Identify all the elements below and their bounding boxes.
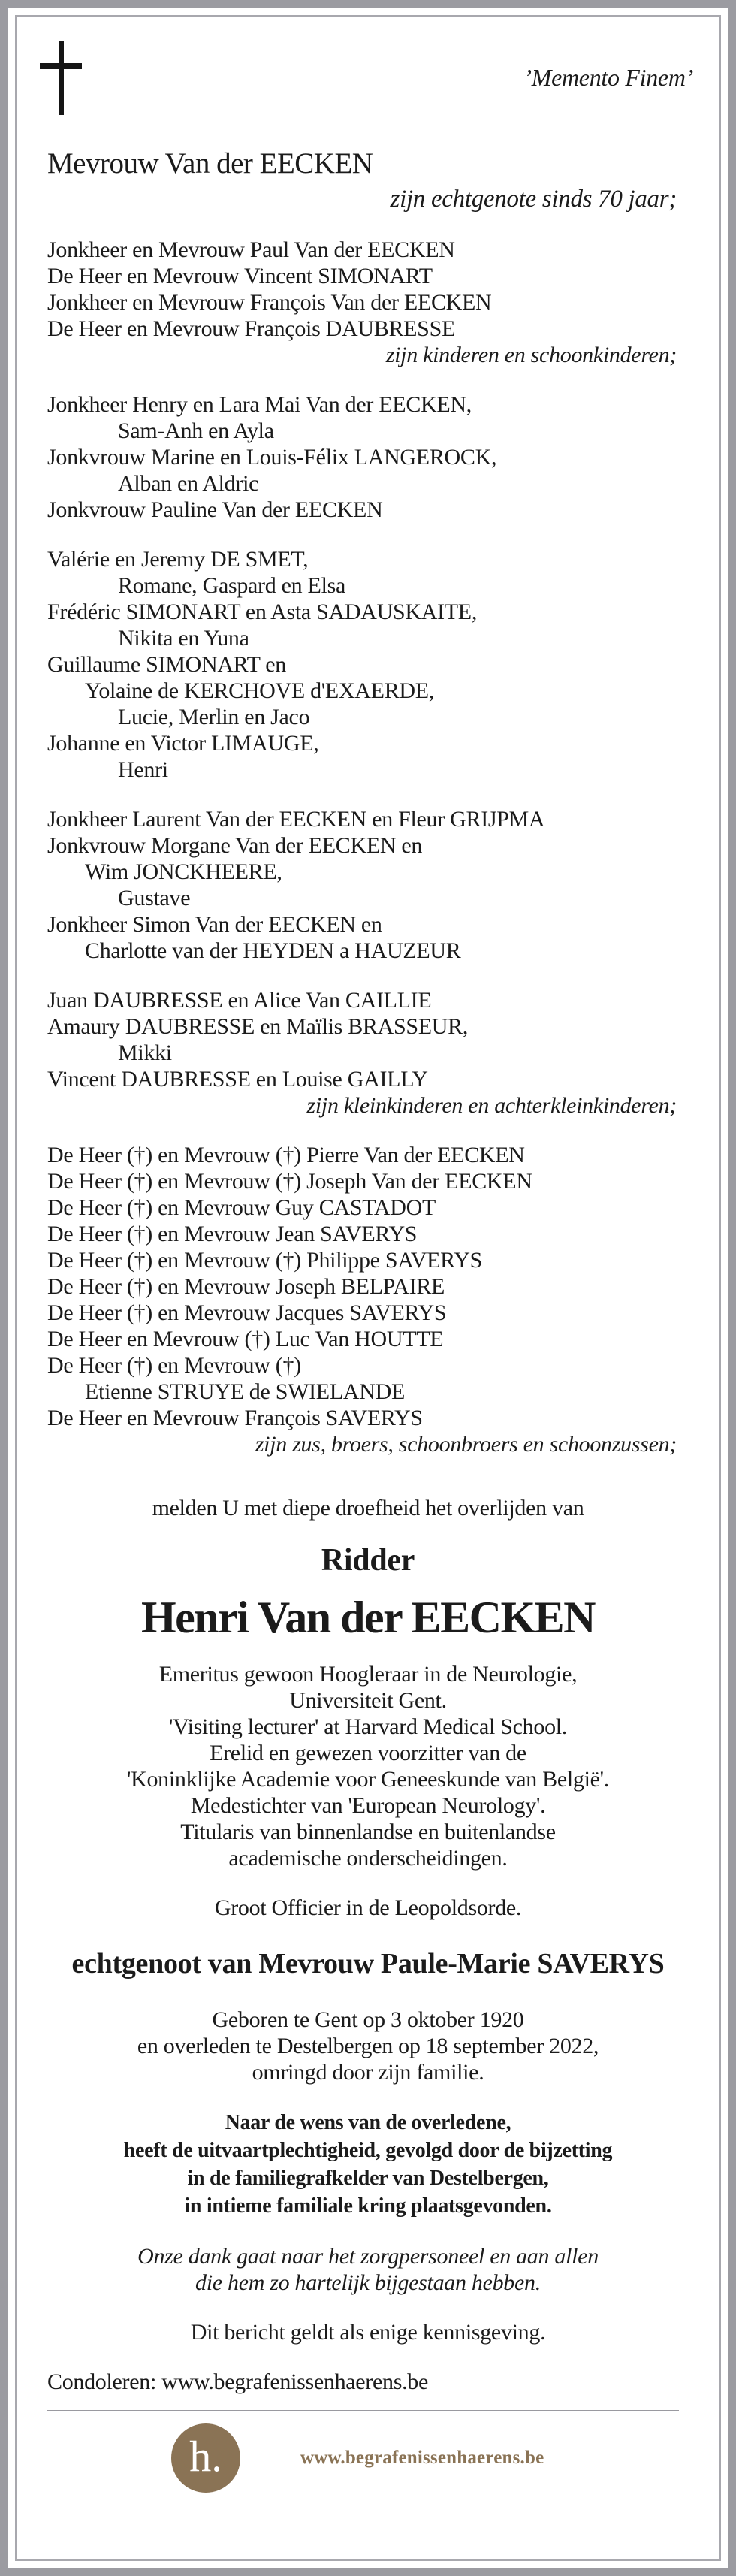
spacer — [47, 1457, 689, 1495]
text-line: Jonkheer Simon Van der EECKEN en — [47, 912, 382, 937]
footer-divider — [47, 2410, 679, 2411]
text-line: Titularis van binnenlandse en buitenlandse — [180, 1820, 556, 1844]
funeral-home-url: www.begrafenissenhaerens.be — [300, 2448, 544, 2468]
text-line: Erelid en gewezen voorzitter van de — [210, 1741, 526, 1765]
spacer — [47, 1871, 689, 1895]
widow-relation: zijn echtgenote sinds 70 jaar; — [390, 186, 677, 213]
text-line: Lucie, Merlin en Jaco — [118, 705, 310, 729]
text-line: Dit bericht geldt als enige kennisgeving. — [190, 2320, 546, 2345]
text-line: Jonkheer Laurent Van der EECKEN en Fleur GRIJPMA — [47, 807, 545, 832]
text-line: Jonkheer en Mevrouw François Van der EECKEN — [47, 290, 492, 315]
cross-icon — [40, 41, 82, 115]
text-line: Sam-Anh en Ayla — [118, 418, 274, 443]
spacer — [47, 523, 689, 546]
text-line: Amaury DAUBRESSE en Maïlis BRASSEUR, — [47, 1014, 469, 1039]
text-line: Alban en Aldric — [118, 471, 259, 496]
family-and-text-lines — [47, 237, 689, 2369]
text-line: academische onderscheidingen. — [228, 1846, 508, 1871]
text-line: Nikita en Yuna — [118, 626, 249, 651]
condolence-line: Condoleren: www.begrafenissenhaerens.be — [47, 2369, 429, 2394]
text-line: Vincent DAUBRESSE en Louise GAILLY — [47, 1067, 428, 1092]
text-line: Frédéric SIMONART en Asta SADAUSKAITE, — [47, 599, 478, 624]
text-line: omringd door zijn familie. — [252, 2060, 484, 2085]
text-line: De Heer (†) en Mevrouw (†) Joseph Van der EECKEN — [47, 1169, 532, 1194]
spacer — [47, 1119, 689, 1142]
text-line: De Heer en Mevrouw Vincent SIMONART — [47, 264, 433, 288]
text-line: Jonkvrouw Pauline Van der EECKEN — [47, 497, 383, 522]
spacer — [47, 2345, 689, 2369]
text-line: Medestichter van 'European Neurology'. — [190, 1793, 546, 1818]
text-line: heeft de uitvaartplechtigheid, gevolgd door de bijzetting — [123, 2139, 613, 2162]
text-line: Jonkvrouw Morgane Van der EECKEN en — [47, 833, 423, 858]
text-line: 'Koninklijke Academie voor Geneeskunde van België'. — [127, 1767, 609, 1792]
text-line: Mikki — [118, 1040, 172, 1065]
text-line: die hem zo hartelijk bijgestaan hebben. — [195, 2270, 541, 2295]
text-line: Guillaume SIMONART en — [47, 652, 286, 677]
text-line: in intieme familiale kring plaatsgevonden. — [184, 2194, 552, 2218]
deceased-rank-line: Ridder — [321, 1543, 415, 1578]
text-line: Jonkvrouw Marine en Louis-Félix LANGEROCK, — [47, 445, 497, 470]
text-line: Romane, Gaspard en Elsa — [118, 573, 346, 598]
spacer — [47, 2296, 689, 2319]
text-line: De Heer en Mevrouw (†) Luc Van HOUTTE — [47, 1327, 444, 1351]
text-line: Wim JONCKHEERE, — [85, 859, 282, 884]
deceased-name-line: Henri Van der EECKEN — [140, 1593, 595, 1642]
text-line: De Heer (†) en Mevrouw Jacques SAVERYS — [47, 1300, 447, 1325]
widow-name: Mevrouw Van der EECKEN — [47, 147, 373, 180]
text-line: Jonkheer en Mevrouw Paul Van der EECKEN — [47, 237, 455, 262]
deceased-spouse-line: echtgenoot van Mevrouw Paule-Marie SAVERYS — [71, 1948, 665, 1980]
text-line: zijn kinderen en schoonkinderen; — [385, 343, 677, 367]
text-line: Etienne STRUYE de SWIELANDE — [85, 1379, 405, 1404]
text-line: De Heer (†) en Mevrouw Joseph BELPAIRE — [47, 1274, 445, 1299]
text-line: melden U met diepe droefheid het overlijden van — [152, 1496, 584, 1521]
logo-monogram-circle: h. — [171, 2423, 240, 2493]
text-line: Groot Officier in de Leopoldsorde. — [214, 1895, 522, 1920]
text-line: zijn zus, broers, schoonbroers en schoonzussen; — [255, 1432, 677, 1457]
spacer — [47, 2085, 689, 2109]
text-line: Juan DAUBRESSE en Alice Van CAILLIE — [47, 988, 432, 1013]
text-line: De Heer (†) en Mevrouw (†) — [47, 1353, 301, 1378]
spacer — [47, 964, 689, 987]
obituary-inner-frame — [15, 15, 721, 2561]
text-line: Jonkheer Henry en Lara Mai Van der EECKEN, — [47, 392, 472, 417]
spacer — [47, 1521, 689, 1533]
text-line: Yolaine de KERCHOVE d'EXAERDE, — [85, 678, 434, 703]
spacer — [47, 2220, 689, 2243]
spacer — [47, 783, 689, 806]
text-line: Charlotte van der HEYDEN a HAUZEUR — [85, 938, 461, 963]
text-line: Geboren te Gent op 3 oktober 1920 — [212, 2007, 524, 2032]
text-line: en overleden te Destelbergen op 18 september 2022, — [137, 2034, 599, 2058]
text-line: De Heer (†) en Mevrouw Jean SAVERYS — [47, 1222, 418, 1246]
text-line: Universiteit Gent. — [289, 1688, 447, 1713]
text-line: De Heer en Mevrouw François DAUBRESSE — [47, 316, 455, 341]
text-line: 'Visiting lecturer' at Harvard Medical School. — [168, 1714, 568, 1739]
text-line: Gustave — [118, 886, 191, 911]
motto-text: ’Memento Finem’ — [523, 64, 693, 91]
funeral-home-logo — [47, 2423, 689, 2493]
text-line: Naar de wens van de overledene, — [225, 2111, 511, 2134]
text-line: De Heer (†) en Mevrouw Guy CASTADOT — [47, 1195, 436, 1220]
text-line: Emeritus gewoon Hoogleraar in de Neurologie, — [158, 1662, 578, 1687]
text-line: Henri — [118, 757, 168, 782]
text-line: De Heer (†) en Mevrouw (†) Philippe SAVERYS — [47, 1248, 482, 1273]
text-line: zijn kleinkinderen en achterkleinkinderen; — [306, 1093, 677, 1118]
text-line: Valérie en Jeremy DE SMET, — [47, 547, 309, 572]
spacer — [47, 1921, 689, 1944]
text-line: Johanne en Victor LIMAUGE, — [47, 731, 319, 756]
spacer — [47, 1983, 689, 2007]
text-line: De Heer (†) en Mevrouw (†) Pierre Van der EECKEN — [47, 1143, 525, 1167]
text-line: Onze dank gaat naar het zorgpersoneel en aan allen — [137, 2244, 599, 2269]
text-line: De Heer en Mevrouw François SAVERYS — [47, 1406, 423, 1430]
text-line: in de familiegrafkelder van Destelbergen, — [187, 2167, 549, 2190]
spacer — [47, 368, 689, 391]
